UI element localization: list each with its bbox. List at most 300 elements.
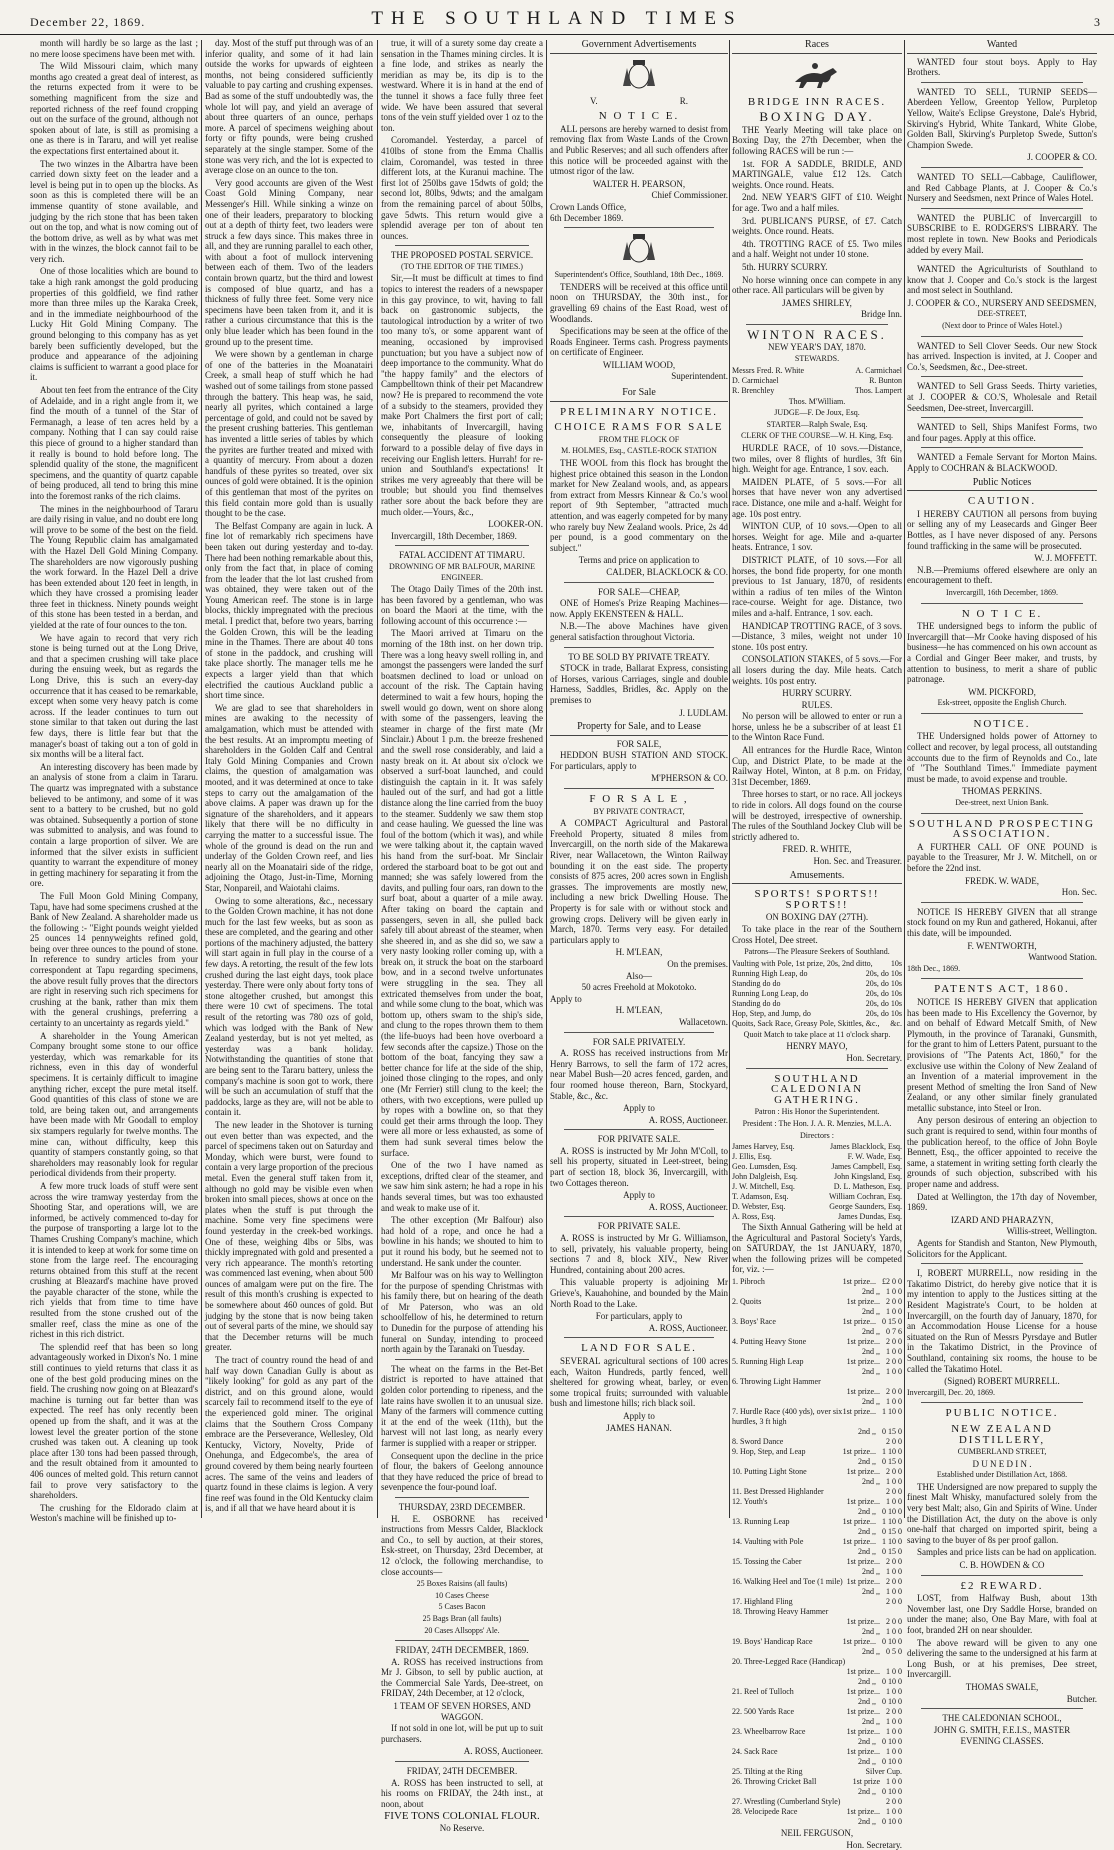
- prize-place: 2nd ,,: [858, 1507, 876, 1517]
- prize-row: [732, 1367, 902, 1377]
- official: JUDGE—F. De Joux, Esq.: [774, 408, 860, 418]
- race-entry: WINTON CUP, of 10 sovs.—Open to all horses. Weight for age. Mile and a-quarter heats. Entrance, 1 sov.: [732, 521, 902, 553]
- prize-place: 2nd ,,: [858, 1787, 876, 1797]
- official: CLERK OF THE COURSE—W. H. King, Esq.: [740, 431, 893, 441]
- prize-row: [732, 1477, 902, 1487]
- section-heading: Property for Sale, and to Lease: [550, 722, 728, 736]
- prize-event: 7. Hurdle Race (400 yds), over six hurdles, 3 ft high: [732, 1407, 843, 1427]
- column-rule: [201, 40, 202, 1518]
- prize-place: 2nd ,,: [862, 1627, 880, 1637]
- prize-row: [732, 1567, 902, 1577]
- prize-event: [732, 1307, 862, 1317]
- article-paragraph: The Otago Daily Times of the 20th inst. has been favored by a gentleman, who was on board the Maori at the time, with the following account of this occurrence :—: [381, 584, 543, 626]
- prize-amount: 1 0 0: [886, 1397, 902, 1407]
- prize-row: [732, 1597, 902, 1607]
- ad-text: Quoit Match to take place at 11 o'clock sharp.: [743, 1029, 891, 1039]
- steward-name: R. Brenchley: [732, 385, 775, 395]
- ad-signature: H. M'LEAN,: [615, 947, 663, 958]
- sports-prize: 20s, do 10s: [865, 988, 902, 998]
- wanted-ad: WANTED TO SELL, TURNIP SEEDS—Aberdeen Yellow, Greentop Yellow, Purpletop Yellow, Waite's Eclipse Greystone, Dale's Hybrid, Skirving's Hybrid, White Tankard, White Globe, Golden Ball, Skirving's Purpletop Swede, Sutton's Champion Swede.: [907, 86, 1097, 150]
- prize-place: 2nd ,,: [862, 1397, 880, 1407]
- notice-date: Invercargill, 16th December, 1869.: [946, 587, 1058, 597]
- article-paragraph: The Belfast Company are again in luck. A fine lot of remarkably rich specimens have been taken out during yesterday and to-day. There had been nothing remarkable about this, only from the fact that, in place of coming from the leader that the lot last crushed from was obtained, they were taken out of the Young American reef. The stone is in large blocks, thickly impregnated with the precious metal. I predict that, before two years, barring the Golden Crown, this will be the leading mine in the Thames. There are about 40 tons of stone in the paddock, and crushing will take place shortly. The manager tells me he expects a larger yield than that which electrified the cautious Auckland public a short time since.: [205, 520, 373, 701]
- ad-heading: FOR SALE,: [616, 738, 662, 749]
- column-mining-news-cont: [205, 38, 373, 1520]
- prize-place: 2nd ,,: [862, 1327, 880, 1337]
- ad-heading: PRELIMINARY NOTICE.: [560, 405, 718, 418]
- divider: [921, 447, 1083, 448]
- prize-amount: 0 15 0: [882, 1457, 902, 1467]
- article-paragraph: month will hardly be so large as the last ; no mere loose specimens have been met with.: [30, 38, 198, 59]
- article-paragraph: The Maori arrived at Timaru on the morning of the 18th inst. on her down trip. There was a long heavy swell rolling in, and amongst the passengers were landed the surf boatsmen declined to load or unload on account of the risk. The Captain having determined to wait a few hours, hoping the swell would go down, went on shore along with some of the passengers, leaving the steamer in charge of the first mate (Mr Sinclair.) About 1 p.m. the breeze freshened and the swell rose considerably, and laid a nasty break on it. At about six o'clock we observed a surf-boat launched, and could distinguish the captain in it. It was safely hauled out of the surf, and had got a little distance along the line carried from the buoy to the steamer. Suddenly we saw them stop and cease hauling. We guessed the line was foul of the bottom (which it was), and while we were talking about it, the captain waved his hand from the surf-boat. Mr Sinclair ordered the starboard boat to be got out and manned; she was safely lowered from the davits, and pulling four oars, ran down to the surf boat, about a quarter of a mile away. After taking on board the captain and passengers, seven in all, she pulled back safely till about abreast of the steamer, when she sheered in, and as she did so, we saw a very nasty looking roller coming up, with a break on, it struck the boat on the starboard bow, and in a second twelve unfortunates were struggling in the sea. They all extricated themselves from under the boat, and while some clung to the boat, which was bottom up, others swam to the ship's side, and clung to the ropes thrown them to them (the life-buoys had been hove overboard a few seconds after the capsize.) Those on the bottom of the boat, fancying they saw a better chance for life at the side of the ship, joined those clinging to the ropes, and only one (Mr Ferrier) still clung to the keel; the others, with two exceptions, were pulled up by ropes with a bowline on, so that they could get their arms through the loop. They were all more or less exhausted, as some of them had sunk several times below the surface.: [381, 628, 543, 1158]
- prize-row: [732, 1497, 902, 1507]
- director-name: A. Ross, Esq.: [732, 1212, 776, 1222]
- prize-row: [732, 1687, 902, 1697]
- prize-amount: 1 0 0: [886, 1567, 902, 1577]
- prize-row: [732, 1467, 902, 1477]
- race-entry: 3rd. PUBLICAN'S PURSE, of £7. Catch weights. Once round. Heats.: [732, 215, 902, 237]
- prize-place: 1st prize...: [842, 1517, 876, 1527]
- prize-event: [732, 1367, 862, 1377]
- prize-event: [732, 1757, 858, 1767]
- sports-event-row: [732, 1019, 902, 1029]
- sports-event: Standing do do: [732, 978, 781, 988]
- ad-heading: SOUTHLAND PROSPECTING ASSOCIATION.: [909, 817, 1095, 841]
- ad-text: HEDDON BUSH STATION AND STOCK. For particulars, apply to: [550, 750, 728, 771]
- prize-row: [732, 1717, 902, 1727]
- ad-signature: THOMAS PERKINS.: [961, 786, 1042, 797]
- article-paragraph: The crushing for the Eldorado claim at Weston's machine will be finished up to-: [30, 1502, 198, 1524]
- divider: [921, 259, 1083, 260]
- director-row: [732, 1212, 902, 1222]
- divider: [395, 1497, 529, 1498]
- ad-signature: A. ROSS, Auctioneer.: [648, 1322, 728, 1333]
- ad-subheading: NEW YEAR'S DAY, 1870.: [768, 342, 866, 353]
- auction-item: FIVE TONS COLONIAL FLOUR.: [384, 1810, 540, 1823]
- auction-item: 10 Cases Cheese: [435, 1590, 489, 1600]
- prize-event: [732, 1787, 858, 1797]
- prize-place: 1st prize...: [846, 1387, 880, 1397]
- prize-row: [732, 1557, 902, 1567]
- ad-signature: H. M'LEAN,: [615, 1005, 663, 1016]
- prize-amount: 2 0 0: [886, 1337, 902, 1347]
- ad-subheading: FROM THE FLOCK OF: [598, 434, 680, 444]
- notice-text: N.B.—Premiums offered elsewhere are only an encouragement to theft.: [907, 564, 1097, 586]
- ad-subheading: STEWARDS.: [794, 354, 840, 364]
- prize-row: [732, 1607, 902, 1617]
- sports-event-row: [732, 1009, 902, 1019]
- ad-heading: SPORTS! SPORTS!! SPORTS!!: [754, 888, 880, 911]
- ad-heading: LAND FOR SALE.: [581, 1342, 697, 1355]
- article-paragraph: One of the two I have named as exceptions, drifted clear of the steamer, and we saw him sink astern; he had a rope in his hands several times, but was too exhausted and weak to make use of it.: [381, 1160, 543, 1213]
- director-name: F. W. Wade, Esq.: [847, 1152, 902, 1162]
- prize-event: [732, 1627, 862, 1637]
- ad-heading: WINTON RACES.: [747, 326, 887, 342]
- ad-signature: FRED. R. WHITE,: [782, 844, 852, 855]
- sports-prize: 20s, do 10s: [865, 978, 902, 988]
- divider: [921, 208, 1083, 209]
- cipher-v: V.: [590, 95, 598, 106]
- prize-amount: 0 10 0: [882, 1697, 902, 1707]
- prize-event: 14. Vaulting with Pole: [732, 1537, 804, 1547]
- race-entry: HANDICAP TROTTING RACE, of 3 sovs.—Distance, 3 miles, weight not under 10 stone. 10s post entry.: [732, 620, 902, 652]
- ad-heading: F O R S A L E ,: [589, 793, 689, 806]
- prize-amount: 0 7 6: [886, 1327, 902, 1337]
- auction-text: A. ROSS has been instructed to sell, at his rooms on FRIDAY, the 24th inst., at noon, about: [381, 1777, 543, 1809]
- prize-place: 1st prize...: [846, 1807, 880, 1817]
- notice-text: Samples and price lists can be had on application.: [917, 1547, 1097, 1558]
- prize-place: 2nd ,,: [862, 1287, 880, 1297]
- divider: [921, 167, 1083, 168]
- prize-event: 4. Putting Heavy Stone: [732, 1337, 807, 1347]
- notice-text: Agents for Standish and Stanton, New Plymouth, Solicitors for the Applicant.: [907, 1238, 1097, 1259]
- tender-office: Superintendent's Office, Southland, 18th Dec., 1869.: [554, 270, 724, 280]
- prize-place: 1st prize...: [846, 1577, 880, 1587]
- notice-date: 18th Dec., 1869.: [907, 963, 961, 973]
- director-name: Geo. Lumsden, Esq.: [732, 1162, 798, 1172]
- steward-name: Thos. Lampert: [854, 385, 902, 395]
- ad-heading: SOUTHLAND CALEDONIAN GATHERING.: [770, 1072, 864, 1106]
- ad-signature: Butcher.: [1066, 1693, 1097, 1704]
- prize-place: 1st prize...: [846, 1687, 880, 1697]
- ad-signature: Bridge Inn.: [861, 309, 902, 320]
- ad-heading: BRIDGE INN RACES.: [747, 95, 887, 108]
- directors-list: [732, 1142, 902, 1222]
- accident-subheading: DROWNING OF MR BALFOUR, MARINE ENGINEER.: [388, 561, 535, 582]
- prize-event: [732, 1587, 862, 1597]
- article-paragraph: An interesting discovery has been made by an analysis of stone from a claim in Tararu. The quartz was impregnated with a substance believed to be antimony, and some of it was sent to a battery to be crushed, but no gold was obtained. Subsequently a portion of stone was submitted to analysis, and was found to contain a large proportion of silver. We are informed that the silver exists in sufficient quantity to warrant the expenditure of money in getting machinery for separating it from the ore.: [30, 761, 198, 889]
- prize-place: 2nd ,,: [858, 1547, 876, 1557]
- notice-heading: N O T I C E.: [598, 110, 680, 123]
- prize-row: [732, 1547, 902, 1557]
- ad-signature: J. LUDLAM.: [679, 707, 728, 718]
- prize-amount: 1 0 0: [886, 1497, 902, 1507]
- prize-amount: 1 0 0: [886, 1667, 902, 1677]
- prize-amount: 1 0 0: [886, 1747, 902, 1757]
- column-rule: [904, 40, 905, 1518]
- prize-row: [732, 1447, 902, 1457]
- ad-text: THE WOOL from this flock has brought the highest price obtained this season in the London market for New Zealand wools, and, as appears from extract from Messrs Kinnear & Co.'s wool report of 9th September, "attracted much attention, and was eagerly competed for by many who rarely buy New Zealand wools. Price, 2s 4d per pound, is a good commentary on the subject.": [550, 458, 728, 553]
- divider: [921, 82, 1083, 83]
- wanted-ad: WANTED to Sell, Ships Manifest Forms, two and four pages. Apply at this office.: [907, 422, 1097, 443]
- ad-text: SEVERAL agricultural sections of 100 acres each, Waiton Hundreds, partly fenced, well sheltered for growing wheat, barley, or even some tropical fruits; surrounded with valuable bush and limestone hills; rich black soil.: [550, 1355, 728, 1409]
- prize-amount: 1 0 0: [886, 1627, 902, 1637]
- ad-signature: NEIL FERGUSON,: [780, 1828, 854, 1839]
- prize-amount: 2 0 0: [886, 1357, 902, 1367]
- article-paragraph: true, it will of a surety some day create a sensation in the Thames mining circles. It is a fine lode, and strikes as nearly the meridian as may be, its dip is to the westward. Where it is in hand at the end of the tunnel it shows a face fully three feet wide. We have been assured that several tons of the vein stuff yielded over 1 oz to the ton.: [381, 38, 543, 133]
- prize-event: [732, 1347, 862, 1357]
- prize-event: 22. 500 Yards Race: [732, 1707, 794, 1717]
- prize-amount: 1 0 0: [886, 1477, 902, 1487]
- prize-amount: 1 10 0: [882, 1517, 902, 1527]
- prize-amount: 1 0 0: [886, 1287, 902, 1297]
- column-races: [732, 38, 902, 1850]
- prize-list: [732, 1277, 902, 1827]
- article-paragraph: Very good accounts are given of the West Coast Gold Mining Company, near Messenger's Hill. While sinking a winze on one of their leaders, preparatory to blocking out at a depth of thirty feet, two leaders were struck a few days since. This makes three in all, and they are running parallel to each other, with about a foot of mullock intervening between each of them. Two of the leaders contain brown quartz, but the third and lowest is composed of blue quartz, and has a thickness of fully three feet. Some very nice specimens have been taken from it, and it is rather a curious circumstance that this is the only blue leader which has been found in the ground up to the present time.: [205, 177, 373, 347]
- prize-event: [732, 1647, 862, 1657]
- article-paragraph: The tract of country round the head of and half way down Canadian Gully is about as "likely looking" for gold as any part of the district, and on this ground alone, would scarcely fail to recommend itself to the eye of the experienced gold miner. The original claims that the Southern Cross Company embrace are the Perseverance, Wellesley, Old Kentucky, Victory, Novelty, Pride of Onehunga, and Edgecombe's, the area of ground covered by them being nearly fourteen acres. The same of the veins and leaders of quartz found in these claims is legion. A very fine reef was found in the Old Kentucky claim is, and if all that we have heard about it is: [205, 1355, 373, 1514]
- prize-amount: 2 0 0: [886, 1467, 902, 1477]
- ad-signature: J. COOPER & CO.: [1027, 152, 1097, 163]
- prize-place: 2nd ,,: [858, 1757, 876, 1767]
- prize-row: [732, 1627, 902, 1637]
- ad-text: Terms and price on application to: [578, 555, 700, 566]
- article-paragraph: We are glad to see that shareholders in mines are awaking to the necessity of amalgamation, which must be attended with the best results. At an impromptu meeting of shareholders in the Golden Calf and Central Italy Gold Mining Companies and Crown claims, the question of amalgamation was mooted, and it was determined at once to take steps to carry out the amalgamation of the above claims. A paper was drawn up for the signature of the shareholders, and it appears likely that there will be no difficulty in carrying the matter to a successful issue. The whole of the ground is dead on the run and underlay of the Golden Crown reef, and lies nearly all on the Moanatairi side of the ridge, adjoining the Otago, Just-in-Time, Morning Star, Nonpareil, and Waiotahi claims.: [205, 702, 373, 893]
- stewards-row: [732, 376, 902, 386]
- prize-row: [732, 1727, 902, 1737]
- prize-amount: 1 0 0: [886, 1347, 902, 1357]
- prize-place: 1st prize...: [846, 1497, 880, 1507]
- prize-row: [732, 1667, 902, 1677]
- prize-place: 1st prize...: [846, 1467, 880, 1477]
- prize-row: [732, 1767, 902, 1777]
- prize-row: [732, 1777, 902, 1787]
- ad-address: Dee-street, next Union Bank.: [955, 798, 1049, 808]
- prize-row: [732, 1487, 902, 1497]
- sports-event: Vaulting with Pole, 1st prize, 20s, 2nd ditto,: [732, 958, 873, 968]
- prize-row: [732, 1347, 902, 1357]
- notice-date: Invercargill, Dec. 20, 1869.: [907, 1387, 996, 1397]
- ad-signature: Hon. Secretary.: [846, 1839, 902, 1850]
- prize-place: 2nd ,,: [858, 1697, 876, 1707]
- prize-amount: 2 0 0: [886, 1437, 902, 1447]
- prize-place: 2nd ,,: [858, 1457, 876, 1467]
- prize-place: 1st prize...: [846, 1727, 880, 1737]
- prize-row: [732, 1437, 902, 1447]
- director-name: John Dalgleish, Esq.: [732, 1172, 798, 1182]
- notice-text: Dated at Wellington, the 17th day of November, 1869.: [907, 1191, 1097, 1213]
- prize-amount: 1 0 0: [886, 1717, 902, 1727]
- prize-event: 10. Putting Light Stone: [732, 1467, 807, 1477]
- notice-place: Crown Lands Office,: [550, 201, 627, 212]
- prize-event: [732, 1477, 862, 1487]
- royal-arms-icon: [609, 232, 669, 266]
- prize-row: [732, 1377, 902, 1387]
- notice-text: I, ROBERT MURRELL, now residing in the Takatimo District, do hereby give notice that it is my intention to apply to the Justices sitting at the Resident Magistrate's Court, to be holden at Invercargill, on the fourth day of January, 1870, for an Accommodation House License for a house situated on the Run of Messrs Pyrsdaye and Butler in the Takatimo District, in the Province of Southland, containing six rooms, the house to be called the Takatimo Hotel.: [907, 1268, 1097, 1374]
- ad-address: Esk-street, opposite the English Church.: [937, 698, 1067, 708]
- prize-place: 1st prize...: [846, 1357, 880, 1367]
- prize-row: [732, 1357, 902, 1367]
- ad-heading: THE CALEDONIAN SCHOOL,: [942, 1713, 1062, 1724]
- tender-title: Superintendent.: [671, 371, 728, 382]
- prize-event: [732, 1817, 858, 1827]
- notice-text: NOTICE IS HEREBY GIVEN that application has been made to His Excellency the Governor, by and on behalf of Edward Metcalf Smith, of New Plymouth, in the province of Taranaki, Gunsmith, for the grant to him of Letters Patent, pursuant to the provisions of "The Patents Act, 1860," for the exclusive use within the Colony of New Zealand of an Invention of a material improvement in the present Method of smelting the Iron Sand of New Zealand, or any other similar finely granulated metallic substance, into Steel or Iron.: [907, 996, 1097, 1113]
- tender-text: Specifications may be seen at the office of the Roads Engineer. Terms cash. Progress payments on certificate of Engineer.: [550, 326, 728, 358]
- ad-signature: JAMES HANAN.: [606, 1422, 672, 1433]
- prize-place: 2nd ,,: [862, 1307, 880, 1317]
- prize-place: 2nd ,,: [858, 1427, 876, 1437]
- prize-amount: 2 0 0: [886, 1577, 902, 1587]
- ad-heading: FOR PRIVATE SALE.: [597, 1134, 681, 1145]
- tender-text: TENDERS will be received at this office until noon on THURSDAY, the 30th inst., for gravelling 69 chains of the East Road, west of Woodlands.: [550, 281, 728, 324]
- prize-row: [732, 1397, 902, 1407]
- prize-event: [732, 1427, 858, 1437]
- prize-row: [732, 1817, 902, 1827]
- ad-subheading: BY PRIVATE CONTRACT,: [593, 806, 685, 816]
- column-mining-news: [30, 38, 198, 1524]
- article-paragraph: The new leader in the Shotover is turning out even better than was expected, and the parcel of specimens taken out on Saturday and Monday, which were burst, were found to contain a very large proportion of the precious metal. Even the general stuff taken from it, although no gold may be visible even when broken into small pieces, shows at once on the plates when the stuff is put through the machine. Some very fine specimens were found yesterday in the creek-bed workings. One of these, weighing 4lbs or 5lbs, was thickly impregnated with gold and presented a very rich appearance. The month's retorting was commenced last evening, when about 500 ounces of amalgam were put on the fire. The result of this month's crushing is expected to be somewhere about 460 ounces of gold. But judging by the stone that is now being taken out of several parts of the mine, we should say that the December returns will be much greater.: [205, 1119, 373, 1353]
- race-entry: 2nd. NEW YEAR'S GIFT of £10. Weight for age. Two and a half miles.: [732, 192, 902, 213]
- wanted-ad: WANTED to Sell Clover Seeds. Our new Stock has arrived. Inspection is invited, at J. Cooper and Co.'s, Seedsmen, &c., Dee-street.: [907, 340, 1097, 372]
- ad-address: DEE-STREET,: [977, 309, 1027, 319]
- prize-event: [732, 1737, 858, 1747]
- auction-note: If not sold in one lot, will be put up to suit purchasers.: [381, 1723, 543, 1744]
- ad-signature: J. COOPER & CO., NURSERY AND SEEDSMEN,: [907, 297, 1097, 308]
- ad-text: Apply to: [550, 993, 582, 1004]
- race-entry: HURDLE RACE, of 10 sovs.—Distance, two miles, over 8 flights of hurdles, 3ft 6in high. Weight for age. Entrance, 1 sov. each.: [732, 443, 902, 475]
- column-letters-and-auctions: [381, 38, 543, 1833]
- ad-heading: TO BE SOLD BY PRIVATE TREATY.: [568, 651, 710, 662]
- prize-amount: 2 0 0: [886, 1707, 902, 1717]
- prize-row: [732, 1617, 902, 1627]
- ad-subheading: M. HOLMES, Esq., CASTLE-ROCK STATION: [561, 446, 717, 456]
- prize-row: [732, 1637, 902, 1647]
- prize-place: 2nd ,,: [862, 1347, 880, 1357]
- divider: [746, 324, 888, 325]
- prize-place: 1st prize: [852, 1777, 880, 1787]
- ad-address: Wantwood Station.: [1028, 952, 1097, 963]
- auction-item: 20 Cases Allsopps' Ale.: [424, 1625, 500, 1635]
- sports-event: Hop, Step, and Jump, do: [732, 1008, 811, 1018]
- prize-place: 2nd ,,: [862, 1477, 880, 1487]
- prize-amount: 2 0 0: [886, 1557, 902, 1567]
- ad-signature: THOMAS SWALE,: [965, 1681, 1039, 1692]
- notice-text: ALL persons are hereby warned to desist from removing flax from Waste Lands of the Crown and Public Reserves; and all such offenders after this notice will be proceeded against with the utmost rigor of the law.: [550, 123, 728, 177]
- director-name: J. Ellis, Esq.: [732, 1152, 772, 1162]
- divider: [921, 978, 1083, 979]
- vr-cipher: [550, 96, 728, 107]
- ad-text: The Sixth Annual Gathering will be held at the Agricultural and Pastoral Society's Yards, on SATURDAY, the 1st JANUARY, 1870, when the following prizes will be competed for, viz. :—: [732, 1222, 902, 1275]
- divider: [921, 1263, 1083, 1264]
- divider: [564, 582, 714, 583]
- prize-amount: 2 0 0: [886, 1487, 902, 1497]
- ad-signature: (Signed) ROBERT MURRELL.: [944, 1376, 1060, 1387]
- ad-signature: WM. PICKFORD,: [968, 686, 1036, 697]
- prize-row: [732, 1297, 902, 1307]
- prize-place: 1st prize...: [846, 1297, 880, 1307]
- ad-text: ONE of Homes's Prize Reaping Machines—now. Apply EKENSTEEN & HALL.: [550, 598, 728, 619]
- ad-subheading: RULES.: [801, 699, 833, 710]
- prize-row: [732, 1747, 902, 1757]
- prize-event: 21. Reel of Tulloch: [732, 1687, 794, 1697]
- notice-text: THE Undersigned holds power of Attorney to collect and recover, by legal process, all outstanding accounts due to the firm of Reynolds and Co., late of "The Southland Times." Immediate payment must be made, to avoid expense and trouble.: [907, 731, 1097, 784]
- column-rule: [729, 40, 730, 1518]
- notice-text: A FURTHER CALL OF ONE POUND is payable to the Treasurer, Mr J. W. Mitchell, on or before the 22nd inst.: [907, 841, 1097, 873]
- prize-place: 1st prize...: [842, 1277, 876, 1287]
- section-heading: Public Notices: [907, 478, 1097, 492]
- auction-item: 5 Cases Bacon: [438, 1602, 486, 1612]
- prize-event: [732, 1717, 862, 1727]
- letter-dateline: Invercargill, 18th December, 1869.: [391, 530, 517, 541]
- race-entry: DISTRICT PLATE, of 10 sovs.—For all horses, the bond fide property, for one month previous to 1st January, 1870, of residents within a radius of ten miles of the Winton race-course. Weight for age. Distance, two miles and a-half. Entrance, 1 sov. each.: [732, 554, 902, 618]
- wanted-ad: WANTED the PUBLIC of Invercargill to SUBSCRIBE to E. RODGERS'S LIBRARY. The most replete in town. New Books and Periodicals added by every Mail.: [907, 212, 1097, 255]
- sports-prize: 10s: [890, 958, 902, 968]
- prize-row: [732, 1407, 902, 1427]
- column-government-ads: [550, 38, 728, 1520]
- ad-signature: W. J. MOFFETT.: [1034, 553, 1097, 564]
- sports-prize: 20s, do 10s: [865, 998, 902, 1008]
- notice-text: NOTICE IS HEREBY GIVEN that all strange stock found on my Run and gathered, Hokanui, after this date, will be impounded.: [907, 906, 1097, 938]
- prize-event: 26. Throwing Cricket Ball: [732, 1777, 817, 1787]
- divider: [564, 227, 714, 228]
- prize-row: [732, 1537, 902, 1547]
- notice-title: Chief Commissioner.: [651, 190, 728, 201]
- section-heading: Government Advertisements: [550, 40, 728, 54]
- ad-heading: £2 REWARD.: [960, 1579, 1044, 1592]
- auction-heading: THURSDAY, 23RD DECEMBER.: [398, 1501, 526, 1512]
- race-entry: MAIDEN PLATE, of 5 sovs.—For all horses that have never won any advertised race. Distance, one mile and a-half. Weight for age. 10s post entry.: [732, 476, 902, 519]
- ad-subheading: CUMBERLAND STREET,: [957, 1447, 1047, 1457]
- ad-text: President : The Hon. J. A. R. Menzies, M.L.A.: [742, 1118, 892, 1128]
- rules-text: No person will be allowed to enter or run a horse, unless he be a subscriber of at least £1 to the Winton Race Fund.: [732, 711, 902, 743]
- director-name: D. Webster, Esq.: [732, 1202, 786, 1212]
- prize-row: [732, 1587, 902, 1597]
- article-paragraph: Consequent upon the decline in the price of flour, the bakers of Geelong announce that they have reduced the price of bread to sevenpence the four-pound loaf.: [381, 1450, 543, 1493]
- prize-event: 3. Boys' Race: [732, 1317, 776, 1327]
- prize-place: 2nd ,,: [858, 1677, 876, 1687]
- race-entry: No horse winning once can compete in any other race. All particulars will be given by: [732, 274, 902, 296]
- director-name: D. L. Matheson, Esq.: [833, 1182, 902, 1192]
- prize-event: [732, 1327, 862, 1337]
- prize-event: 8. Sword Dance: [732, 1437, 784, 1447]
- ad-text: N.B.—The above Machines have given general satisfaction throughout Victoria.: [550, 621, 728, 642]
- prize-amount: 0 10 0: [882, 1757, 902, 1767]
- prize-amount: 1 0 0: [886, 1587, 902, 1597]
- prize-event: [732, 1287, 862, 1297]
- divider: [921, 1575, 1083, 1576]
- article-paragraph: We have again to record that very rich stone is being turned out at the Long Drive, and that a specimen crushing will take place during the ensuing week, but as regards the Long Drive, this is such an every-day occurrence that it has ceased to be remarkable, except when some very heavy patch is come across. If the leader continues to turn out stone similar to that taken out during the last few days, there is little fear but that the manager's boast of taking out a ton of gold in six months will be a literal fact.: [30, 632, 198, 760]
- prize-row: [732, 1427, 902, 1437]
- notice-text: I HEREBY CAUTION all persons from buying or selling any of my Leasecards and Ginger Beer Bottles, as I have never disposed of any. Persons found trafficking in the same will be prosecuted.: [907, 508, 1097, 551]
- ad-text: This valuable property is adjoining Mr Grieve's, Kauahohine, and bounded by the Main North Road to the Lake.: [550, 1277, 728, 1309]
- director-row: [732, 1192, 902, 1202]
- divider: [921, 813, 1083, 814]
- auctioneer-signature: A. ROSS, Auctioneer.: [463, 1746, 543, 1757]
- article-paragraph: Mr Balfour was on his way to Wellington for the purpose of spending Christmas with his family there, but on hearing of the death of Mr Paterson, who was an old schoolfellow of his, he determined to return to Dunedin for the purpose of attending his funeral on Sunday, intending to proceed north again by the Taranaki on Tuesday.: [381, 1270, 543, 1355]
- steward-name: A. Carmichael: [855, 365, 902, 375]
- prize-amount: 1 0 0: [886, 1807, 902, 1817]
- divider: [395, 1640, 529, 1641]
- accident-heading: FATAL ACCIDENT AT TIMARU.: [399, 550, 525, 561]
- prize-place: 1st prize...: [842, 1637, 876, 1647]
- article-paragraph: The Full Moon Gold Mining Company, Tapu, have had some specimens crushed at the Bank of New Zealand. A shareholder made us the following :- "Eight pounds weight yielded 25 ounces 14 pennyweights refined gold, being over three ounces to the pound of stone. In reference to sundry articles from your correspondent at Tapu regarding specimens, the above result fully proves that the directors are right in reserving such rich specimens for crushing at the bank, rather than mix them with the general crushings, preferring a certainty to an uncertainty as regards yield.": [30, 890, 198, 1029]
- prize-event: 9. Hop, Step, and Leap: [732, 1447, 806, 1457]
- prize-event: [732, 1567, 862, 1577]
- ad-text: Patron : His Honor the Superintendent.: [754, 1107, 880, 1117]
- notice-text: LOST, from Halfway Bush, about 13th November last, one Dry Saddle Horse, branded on under the mane; also, One Bay Mare, with foal at foot, branded 2H on near shoulder.: [907, 1593, 1097, 1635]
- ad-heading: FOR PRIVATE SALE.: [597, 1221, 681, 1232]
- prize-place: 1st prize...: [846, 1557, 880, 1567]
- director-row: [732, 1172, 902, 1182]
- ad-heading: PATENTS ACT, 1860.: [934, 983, 1070, 996]
- director-row: [732, 1142, 902, 1152]
- prize-amount: Silver Cup.: [865, 1767, 902, 1777]
- ad-signature: On the premises.: [667, 958, 728, 969]
- prize-row: [732, 1277, 902, 1287]
- sports-event: Running Long Leap, do: [732, 988, 809, 998]
- prize-event: 24. Sack Race: [732, 1747, 778, 1757]
- prize-event: [732, 1547, 858, 1557]
- prize-place: 1st prize...: [846, 1337, 880, 1347]
- auction-item: 1 TEAM OF SEVEN HORSES, AND WAGGON.: [393, 1701, 531, 1722]
- prize-amount: 0 10 0: [882, 1787, 902, 1797]
- prize-amount: 0 15 0: [882, 1527, 902, 1537]
- article-paragraph: We were shown by a gentleman in charge of one of the batteries in the Moanatairi Creek, a small heap of stuff which he had washed out of some tailings from stone passed through the battery. This heap was, he said, nearly all pyrites, which contained a large percentage of gold, and could not be saved by the present crushing batteries. This gentleman has invented a little series of tables by which the pyrites are further treated and mixed with a quantity of mercury. From about a dozen handfuls of these pyrites so treated, over six ounces of gold were obtained. It is the opinion of this gentleman that most of the pyrites on this field contain more gold than is usually thought to be the case.: [205, 349, 373, 519]
- auction-heading: FRIDAY, 24TH DECEMBER.: [406, 1766, 518, 1777]
- ad-subheading: D U N E D I N .: [972, 1458, 1032, 1469]
- prize-place: 1st prize...: [842, 1407, 876, 1417]
- prize-row: [732, 1327, 902, 1337]
